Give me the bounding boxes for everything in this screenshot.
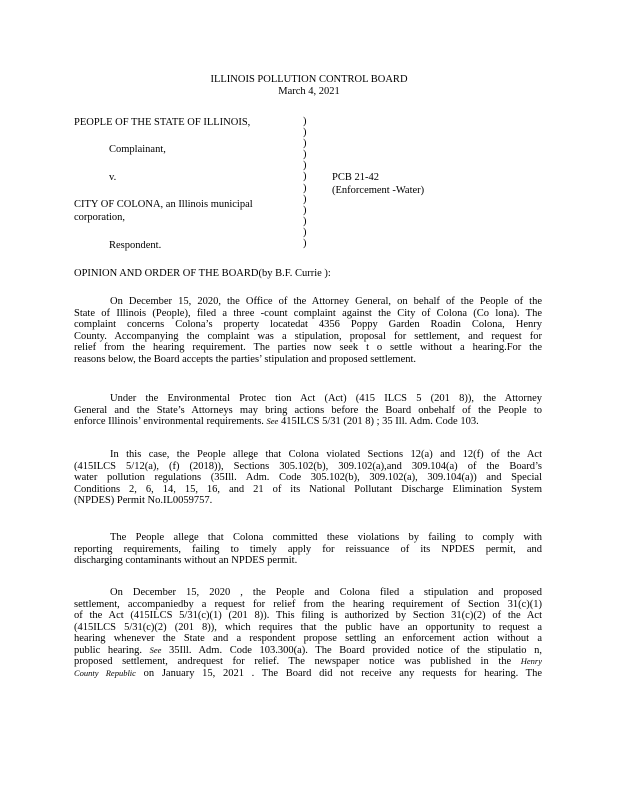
paragraph-line: (415ILCS 5/12(a), (f) (2018)), Sections 305.102(b), 309.102(a),and 309.104(a) of the Board’s xyxy=(74,460,542,472)
caption-parentheses xyxy=(303,116,307,249)
paragraph-3 xyxy=(74,449,542,507)
caption-paren: ) xyxy=(303,138,307,150)
paragraph-line: Under the Environmental Protec tion Act (Act) (415 ILCS 5 (201 8)), the Attorney xyxy=(110,393,542,404)
paragraph-line: On December 15, 2020, the Office of the Attorney General, on behalf of the People of the xyxy=(110,296,542,307)
caption-versus: v. xyxy=(109,172,117,183)
paragraph-line xyxy=(74,416,542,428)
paragraph-line: discharging contaminants without an NPDES permit. xyxy=(74,555,298,566)
paragraph-line: The People allege that Colona committed these violations by failing to comply with xyxy=(110,532,542,543)
text-run: 415ILCS 5/31 (201 8) ; 35 Ill. Adm. Code 103. xyxy=(280,416,479,427)
caption-paren: ) xyxy=(303,149,307,161)
paragraph-line: relief from the hearing requirement. The parties now seek t o settle without a hearing.For the xyxy=(74,342,542,353)
caption-paren: ) xyxy=(303,171,307,183)
paragraph-line: On December 15, 2020 , the People and Colona filed a stipulation and proposed xyxy=(110,587,542,598)
text-run: enforce Illinois’ environmental requirements. xyxy=(74,416,264,427)
see-signal: See xyxy=(149,644,162,655)
caption-paren: ) xyxy=(303,160,307,172)
caption-paren: ) xyxy=(303,215,307,227)
paragraph-5 xyxy=(74,587,542,679)
text-run: 35Ill. Adm. Code 103.300(a). The Board provided notice of the stipulatio n, xyxy=(168,644,543,656)
paragraph-line: County. Accompanying the complaint was a stipulation, proposal for settlement, and request for xyxy=(74,330,542,342)
caption-defendant-line1: CITY OF COLONA, an Illinois municipal xyxy=(74,199,253,210)
caption-paren: ) xyxy=(303,204,307,216)
caption-paren: ) xyxy=(303,182,307,194)
document-date: March 4, 2021 xyxy=(278,86,340,97)
paragraph-line xyxy=(74,668,542,680)
newspaper-name: Henry xyxy=(520,656,542,666)
caption-plaintiff: PEOPLE OF THE STATE OF ILLINOIS, xyxy=(74,117,251,128)
opinion-heading: OPINION AND ORDER OF THE BOARD(by B.F. Currie ): xyxy=(74,268,331,279)
text-run: on January 15, 2021 . The Board did not receive any requests for hearing. The xyxy=(143,667,543,679)
caption-paren: ) xyxy=(303,238,307,250)
case-number: PCB 21-42 xyxy=(332,172,379,183)
text-run: public hearing. xyxy=(74,644,142,656)
paragraph-line: hearing whenever the State and a respondent propose settling an enforcement action without a xyxy=(74,633,542,644)
paragraph-line xyxy=(74,656,542,668)
see-signal: See xyxy=(266,416,279,426)
caption-paren: ) xyxy=(303,226,307,238)
board-title: ILLINOIS POLLUTION CONTROL BOARD xyxy=(210,74,408,85)
paragraph-1 xyxy=(74,296,542,365)
text-run: proposed settlement, andrequest for relief. The newspaper notice was published in the xyxy=(74,656,512,667)
paragraph-line xyxy=(74,645,542,657)
paragraph-4 xyxy=(74,532,542,567)
caption-complainant: Complainant, xyxy=(109,144,166,155)
paragraph-line: water pollution regulations (35Ill. Adm. Code 305.102(b), 309.102(a), 309.104(a)) and Special xyxy=(74,472,542,483)
paragraph-line: (NPDES) Permit No.IL0059757. xyxy=(74,495,213,506)
newspaper-name: County Republic xyxy=(74,667,136,678)
paragraph-line: settlement, accompaniedby a request for relief from the hearing requirement of Section 31(c)(1) xyxy=(74,598,542,610)
case-type: (Enforcement -Water) xyxy=(332,185,425,196)
paragraph-line: complaint concerns Colona’s property locatedat 4356 Poppy Garden Roadin Colona, Henry xyxy=(74,319,542,330)
paragraph-line: (415ILCS 5/31(c)(2) (201 8)), which requires that the public have an opportunity to request a xyxy=(74,621,542,633)
paragraph-line: of the Act (415ILCS 5/31(c)(1) (201 8)). This filing is authorized by Section 31(c)(2) of the Act xyxy=(74,610,542,621)
paragraph-line: State of Illinois (People), filed a three -count complaint against the City of Colona (Co lona). The xyxy=(74,307,542,319)
paragraph-line: General and the State’s Attorneys may bring actions before the Board onbehalf of the People to xyxy=(74,404,542,416)
caption-respondent: Respondent. xyxy=(109,240,162,251)
paragraph-line: reporting requirements, failing to timely apply for reissuance of its NPDES permit, and xyxy=(74,543,542,555)
caption-paren: ) xyxy=(303,116,307,127)
caption-defendant-line2: corporation, xyxy=(74,212,126,223)
paragraph-line: In this case, the People allege that Colona violated Sections 12(a) and 12(f) of the Act xyxy=(110,449,542,460)
caption-paren: ) xyxy=(303,127,307,139)
paragraph-line: Conditions 2, 6, 14, 15, 16, and 21 of its National Pollutant Discharge Elimination System xyxy=(74,483,542,495)
paragraph-2 xyxy=(74,393,542,428)
caption-paren: ) xyxy=(303,193,307,205)
paragraph-line: reasons below, the Board accepts the parties’ stipulation and proposed settlement. xyxy=(74,353,417,365)
